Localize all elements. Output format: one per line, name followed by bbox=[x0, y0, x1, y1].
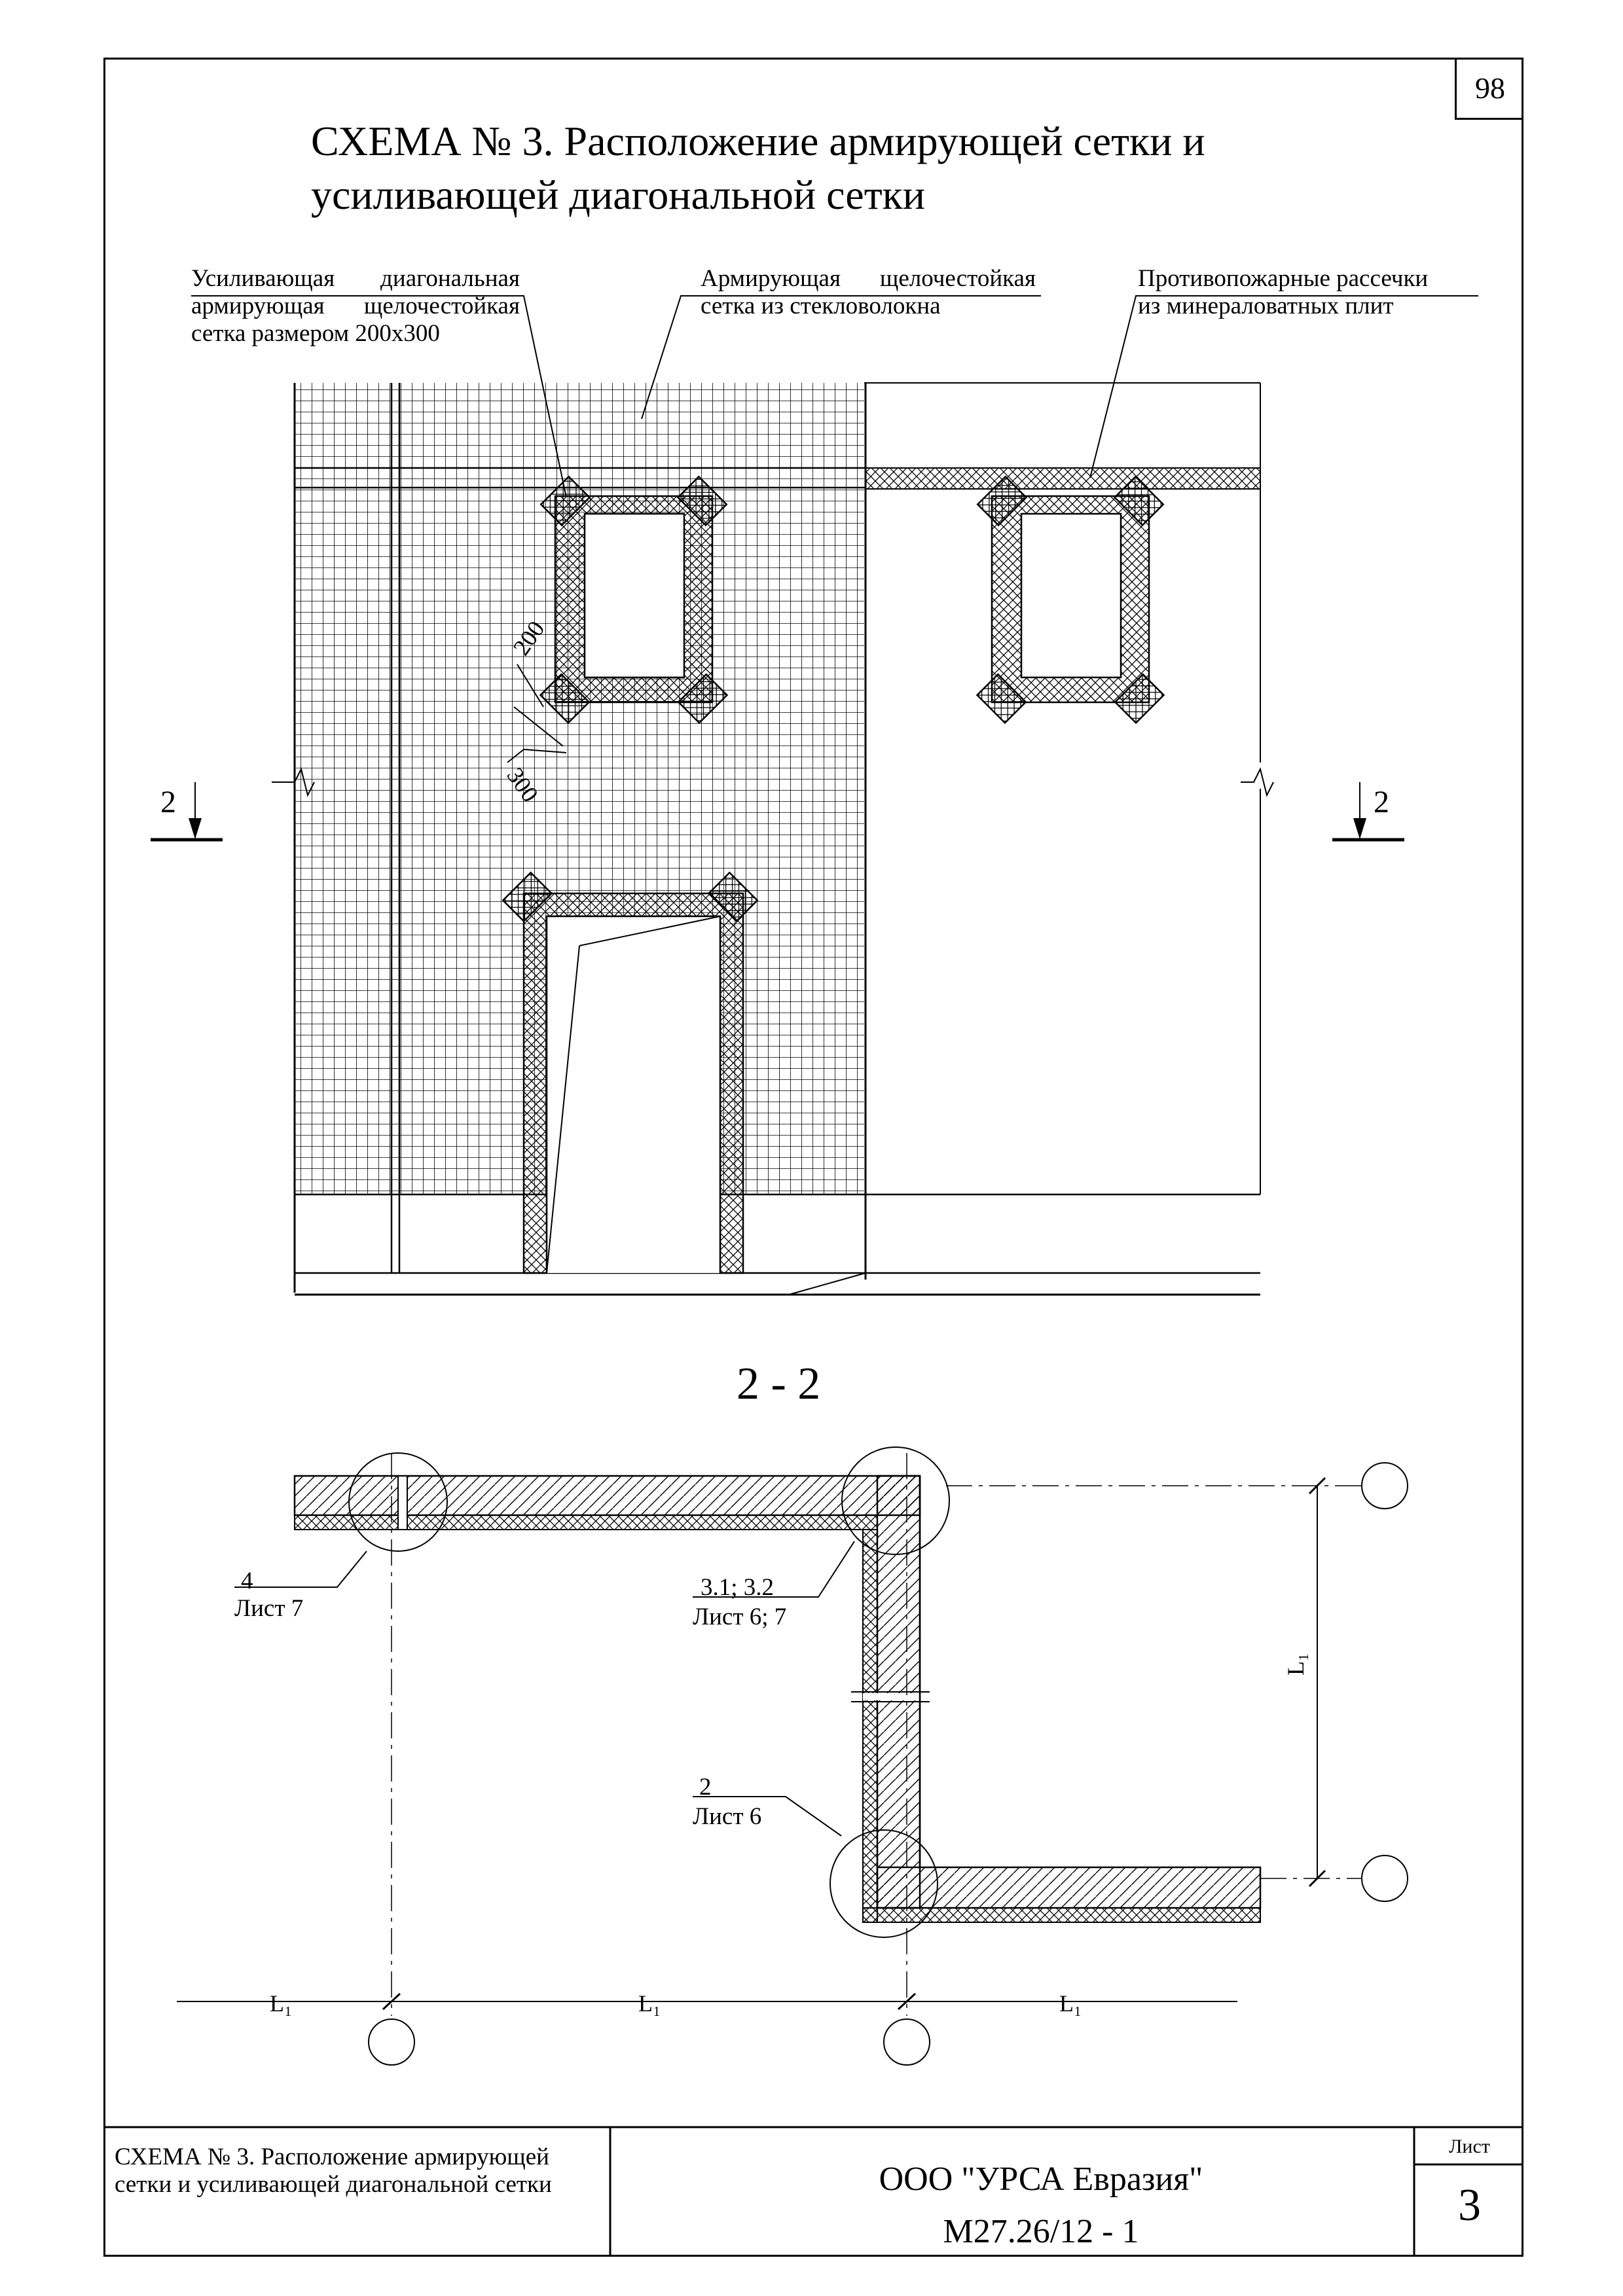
section-plan bbox=[177, 1447, 1408, 2065]
ref-4-sheet: Лист 7 bbox=[234, 1595, 304, 1622]
label-line: Армирующая щелочестойкая bbox=[701, 265, 1036, 292]
cut-marker-right: 2 bbox=[1374, 785, 1389, 819]
axis-bubble bbox=[884, 2019, 930, 2065]
axis-dim-l1-middle: L₁ bbox=[638, 1990, 661, 2017]
axis-bubble bbox=[1362, 1856, 1408, 1901]
axis-bubble bbox=[369, 2019, 414, 2065]
title-block-sheet-label: Лист bbox=[1449, 2136, 1490, 2157]
title-line-1: СХЕМА № 3. Расположение армирующей сетки и bbox=[311, 118, 1205, 164]
title-block-line-1: СХЕМА № 3. Расположение армирующей bbox=[115, 2144, 549, 2170]
window-1 bbox=[541, 476, 727, 723]
label-line: из минераловатных плит bbox=[1138, 293, 1394, 319]
ref-2-number: 2 bbox=[699, 1774, 712, 1801]
ref-2-sheet: Лист 6 bbox=[693, 1803, 762, 1830]
ref-31-number: 3.1; 3.2 bbox=[701, 1574, 775, 1601]
title-block-line-2: сетки и усиливающей диагональной сетки bbox=[115, 2171, 552, 2198]
section-title: 2 - 2 bbox=[737, 1359, 821, 1409]
window-2 bbox=[977, 476, 1164, 723]
label-line: армирующая щелочестойкая bbox=[191, 293, 520, 319]
elevation-view bbox=[151, 296, 1478, 1295]
axis-dim-l1-vertical: L₁ bbox=[1283, 1653, 1309, 1676]
axis-dim-l1-right: L₁ bbox=[1059, 1990, 1082, 2017]
ref-31-sheet: Лист 6; 7 bbox=[693, 1604, 787, 1630]
title-block-code: М27.26/12 - 1 bbox=[943, 2213, 1139, 2250]
ref-4-number: 4 bbox=[241, 1568, 253, 1594]
fire-break-band bbox=[866, 468, 1260, 489]
label-line: Усиливающая диагональная bbox=[191, 265, 520, 292]
axis-dim-l1-left: L₁ bbox=[270, 1990, 293, 2017]
title-block-company: ООО "УРСА Евразия" bbox=[879, 2161, 1203, 2198]
page-number: 98 bbox=[1455, 58, 1523, 120]
axis-bubble bbox=[1362, 1463, 1408, 1509]
label-line: сетка из стекловолокна bbox=[701, 293, 941, 319]
door-opening bbox=[503, 872, 757, 1273]
cut-marker-left: 2 bbox=[160, 785, 176, 819]
title-block-sheet-number: 3 bbox=[1458, 2180, 1481, 2231]
title-block-lines bbox=[103, 2127, 1523, 2257]
label-line: Противопожарные рассечки bbox=[1138, 265, 1429, 292]
label-line: сетка размером 200х300 bbox=[191, 320, 440, 347]
cut-arrow-left bbox=[151, 782, 223, 840]
cut-arrow-right bbox=[1332, 782, 1404, 840]
title-line-2: усиливающей диагональной сетки bbox=[311, 171, 925, 218]
